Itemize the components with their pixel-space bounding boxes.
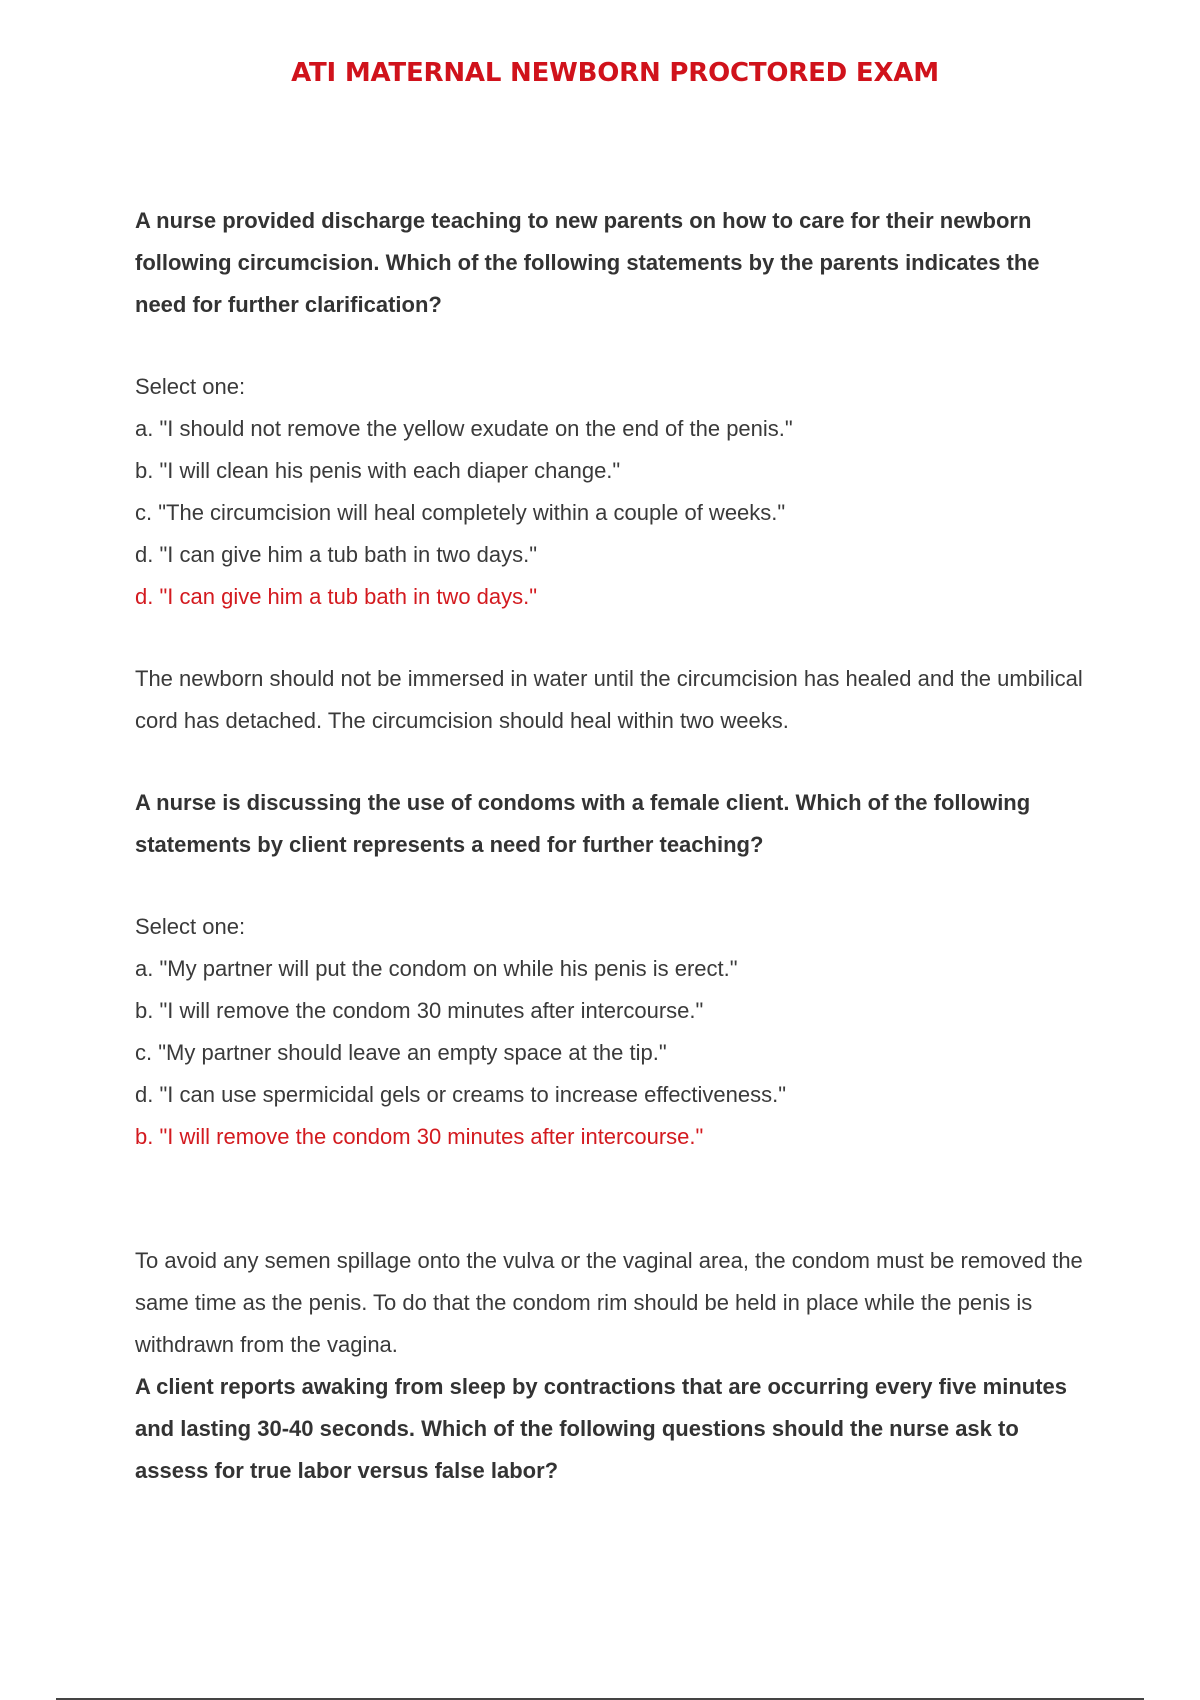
question-2-text: A nurse is discussing the use of condoms with a female client. Which of the following statements by client represents a need for further teaching? [135,790,1031,857]
question-1-text: A nurse provided discharge teaching to new parents on how to care for their newborn following circumcision. Which of the following statements by the parents indicates the need for further clarification? [135,208,1040,317]
question-2-option-a: a. "My partner will put the condom on while his penis is erect." [135,956,738,981]
question-1-answer: d. "I can give him a tub bath in two days." [135,584,538,609]
question-2-option-c: c. "My partner should leave an empty space at the tip." [135,1040,667,1065]
question-1-option-d: d. "I can give him a tub bath in two days." [135,542,538,567]
question-2-option-d: d. "I can use spermicidal gels or creams to increase effectiveness." [135,1082,787,1107]
question-2-explanation: To avoid any semen spillage onto the vulva or the vaginal area, the condom must be removed the same time as the penis. To do that the condom rim should be held in place while the penis is withdrawn from the vagina. [135,1248,1083,1357]
question-2-answer: b. "I will remove the condom 30 minutes after intercourse." [135,1124,704,1149]
question-3-text: A client reports awaking from sleep by contractions that are occurring every five minutes and lasting 30-40 seconds. Which of the following questions should the nurse ask to assess for true labor versus false labor? [135,1374,1068,1483]
exam-content [135,200,1095,1492]
question-1-select-label: Select one: [135,374,246,399]
page-title: ATI MATERNAL NEWBORN PROCTORED EXAM [291,58,939,88]
question-2-option-b: b. "I will remove the condom 30 minutes after intercourse." [135,998,704,1023]
question-1-option-b: b. "I will clean his penis with each diaper change." [135,458,621,483]
question-2-select-label: Select one: [135,914,246,939]
question-1-explanation: The newborn should not be immersed in water until the circumcision has healed and the umbilical cord has detached. The circumcision should heal within two weeks. [135,666,1083,733]
question-1-option-c: c. "The circumcision will heal completely within a couple of weeks." [135,500,786,525]
question-1-option-a: a. "I should not remove the yellow exudate on the end of the penis." [135,416,793,441]
